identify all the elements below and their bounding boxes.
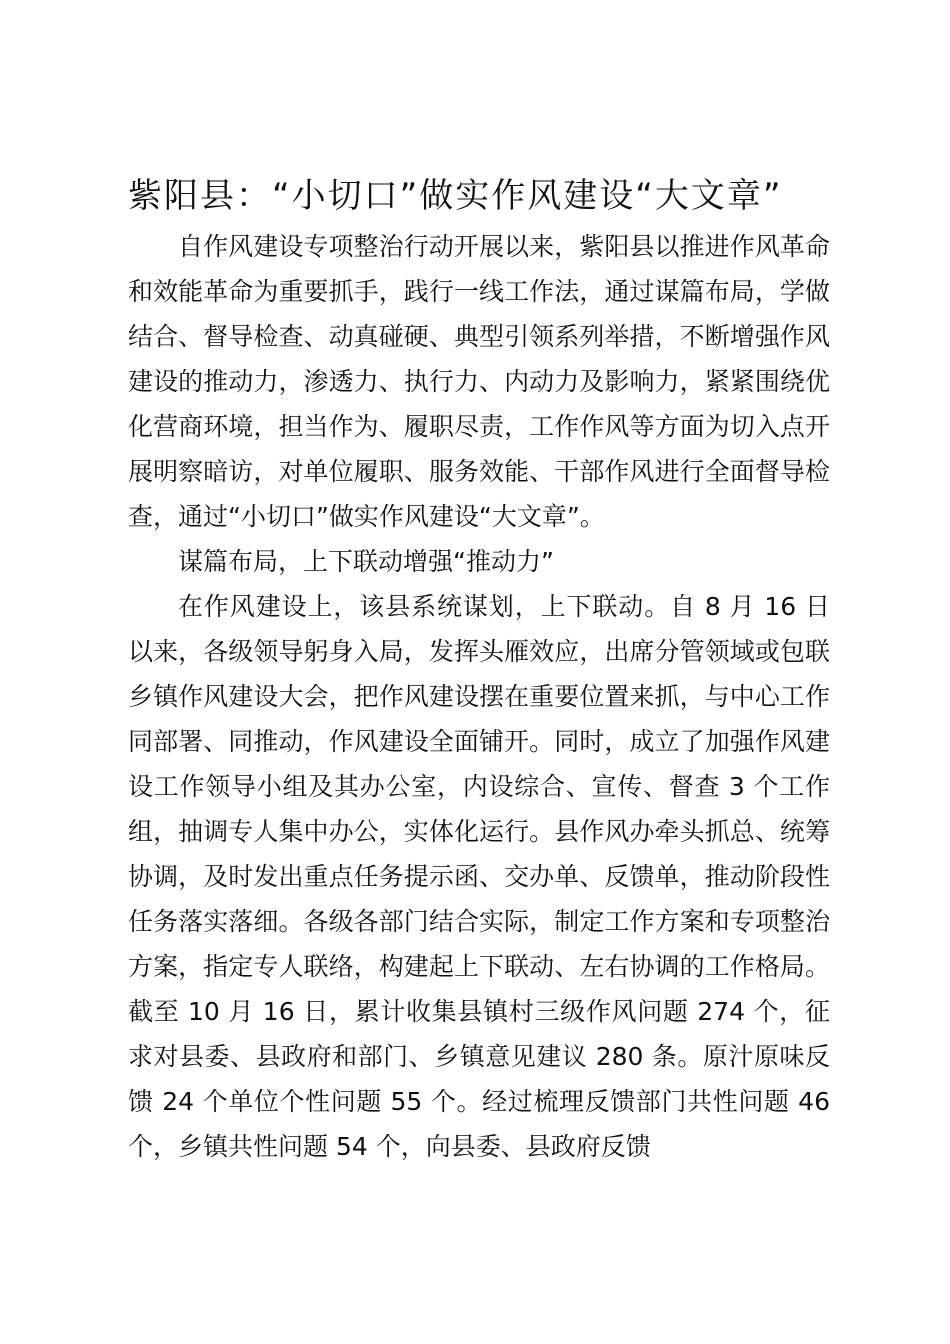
page-title: 紫阳县：“小切口”做实作风建设“大文章” (128, 176, 783, 216)
intro-paragraph: 自作风建设专项整治行动开展以来，紫阳县以推进作风革命和效能革命为重要抓手，践行一线工作法，通过谋篇布局，学做结合、督导检查、动真碰硬、典型引领系列举措，不断增强作风建设的推动力，渗透力、执行力、内动力及影响力，紧紧围绕优化营商环境，担当作为、履职尽责，工作作风等方面为切入点开展明察暗访，对单位履职、服务效能、干部作风进行全面督导检查，通过“小切口”做实作风建设“大文章”。 (128, 232, 830, 531)
section-heading: 谋篇布局，上下联动增强“推动力” (178, 547, 554, 576)
document-body (128, 224, 830, 1169)
body-paragraph: 在作风建设上，该县系统谋划，上下联动。自 8 月 16 日以来，各级领导躬身入局，发挥头雁效应，出席分管领域或包联乡镇作风建设大会，把作风建设摆在重要位置来抓，与中心工作同部署、同推动，作风建设全面铺开。同时，成立了加强作风建设工作领导小组及其办公室，内设综合、宣传、督查 3 个工作组，抽调专人集中办公，实体化运行。县作风办牵头抓总、统筹协调，及时发出重点任务提示函、交办单、反馈单，推动阶段性任务落实落细。各级各部门结合实际，制定工作方案和专项整治方案，指定专人联络，构建起上下联动、左右协调的工作格局。截至 10 月 16 日，累计收集县镇村三级作风问题 274 个，征求对县委、县政府和部门、乡镇意见建议 280 条。原汁原味反馈 24 个单位个性问题 55 个。经过梳理反馈部门共性问题 46 个，乡镇共性问题 54 个，向县委、县政府反馈 (128, 592, 830, 1161)
